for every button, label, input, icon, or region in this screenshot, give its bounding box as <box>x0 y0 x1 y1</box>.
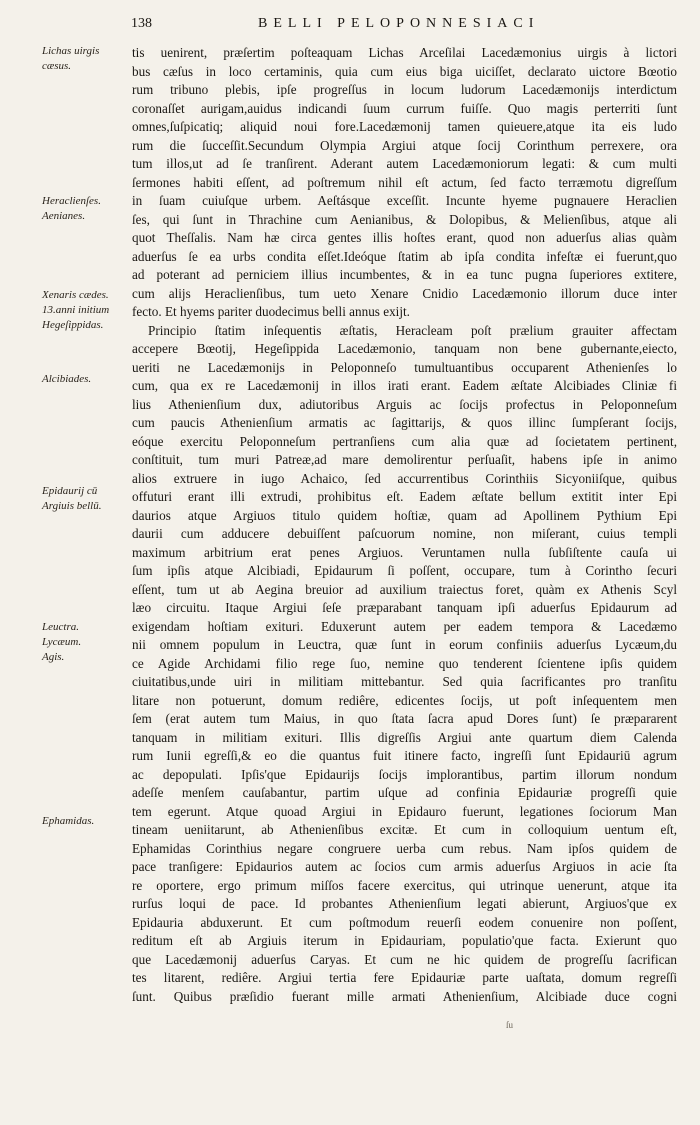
margin-note-line: Ephamidas. <box>42 815 95 827</box>
text-line: ſes, qui ſunt in Thrachine cum Aenianibus, & Dolopibus, & Melienſibus, atque ali <box>132 211 677 227</box>
text-line: bus cæſus in loco certaminis, quia cum eius biga uiciſſet, declarato uictore Bœotio <box>132 63 677 79</box>
margin-note-alcibiades <box>42 372 91 387</box>
text-line: exigendam hoſtiam exituri. Eduxerunt autem per eadem tempora & Lacedæmo <box>132 618 677 634</box>
text-line: conſtituit, tum muri Patreæ,ad mare demolirentur perſuaſit, habens ipſe in animo <box>132 452 677 467</box>
margin-note-line: cæsus. <box>42 60 72 72</box>
text-line: ſem (erat autem tum Maius, in quo ſtata ſacra apud Dores ſunt) ſe præpararent <box>132 711 677 726</box>
body-text <box>132 44 677 1006</box>
text-line: aduerſus ſe ea urbs condita eſſet.Ideóque ſtatim ab ipſa condita infeſtæ ei fuerunt,quo <box>132 248 677 264</box>
margin-note-line: Leuctra. <box>42 621 79 633</box>
text-line: accepere Bœotij, Hegeſippida Lacedæmonio, tanquam non bene gubernante,eiecto, <box>132 341 677 356</box>
text-line: ad poterant ad perniciem illius incumbentes, & in ea tunc pugna ſuperiores extitere, <box>132 267 677 282</box>
text-line: offuturi erant illi extrudi, prohibitus eſt. Eadem æſtate bellum extitit inter Epi <box>132 489 677 504</box>
text-line: alios extruere in iugo Achaico, ſed accurrentibus Corinthiis Sicyoniiſque, quibus <box>132 470 677 486</box>
margin-note-line: Hegeſippidas. <box>42 319 104 331</box>
text-line: eóque exercitu Peloponneſum pertranſiens cum alia quæ ad ſocietatem pertinent, <box>132 433 677 449</box>
text-line: daurios atque Argiuos titulo quidem hoſtiæ, quam ad Apollinem Pythium Epi <box>132 507 677 523</box>
text-line: cum, qua ex re Lacedæmonij in illos irati erant. Eadem æſtate Alcibiades Cliniæ fi <box>132 378 677 393</box>
text-line: Principio ſtatim inſequentis æſtatis, Heracleam poſt prælium grauiter affectam <box>148 322 677 338</box>
text-line: tem egerunt. Atque quoad Argiui in Epidauro fuerunt, legationes ſociorum Man <box>132 803 677 819</box>
margin-note-line: Xenaris cædes. <box>42 289 109 301</box>
margin-note-line: Agis. <box>42 651 65 663</box>
margin-note-line: 13.anni initium <box>42 304 110 316</box>
footer-mark: ſu <box>506 1020 514 1030</box>
text-line: Epidauria abduxerunt. Et cum poſtmodum reuerſi eodem conuenire non poſſent, <box>132 914 677 930</box>
text-line: fecto. Et hyems pariter duodecimus belli annus exijt. <box>132 304 410 319</box>
text-line: cum paucis Athenienſium armatis ac ſagittarijs, & quos illinc ſumpſerant ſocijs, <box>132 415 677 430</box>
text-line: tineam ueniitarunt, ab Athenienſibus excitæ. Et cum in colloquium uentum eſt, <box>132 822 677 837</box>
margin-note-line: Argiuis bellū. <box>42 500 102 512</box>
text-line: rum Iunii egreſſi,& eo die quantus fuit itinere facto, ingreſſi ſunt Epidauriū agrum <box>132 748 677 763</box>
text-line: nii omnem populum in Leuctra, quæ ſunt in eorum confiniis aduerſus Lycæum,du <box>132 637 677 652</box>
text-line: læo circuitu. Itaque Argiui ſeſe præparabant tanquam ipſi aduerſus Epidaurum ad <box>132 600 677 615</box>
margin-note-heraclienses <box>42 194 101 224</box>
margin-note-epidaurii <box>42 484 101 514</box>
margin-note-lichas <box>42 44 99 74</box>
text-line: eſſent, tum ut ab Aegina breuior ad auxilium traiectus foret, quàm ex Athenis Scyl <box>132 581 677 597</box>
margin-note-line: Heraclienſes. <box>42 195 101 207</box>
text-line: maximum arbitrium erat penes Argiuos. Veruntamen nulla ſubſiſtente cauſa ui <box>132 544 677 560</box>
text-line: lius Athenienſium dux, adiutoribus Arguis ac ſocijs profectus in Peloponneſum <box>132 396 677 412</box>
text-line: ce Agide Archidami filio rege ſuo, nemine quo tenderent ſcientene ipſis quidem <box>132 655 677 671</box>
text-line: rum tribuno plebis, ipſe progreſſus in locum ludorum Lacedæmonijs interdictum <box>132 82 677 97</box>
margin-note-line: Lycæum. <box>42 636 82 648</box>
text-line: tis uenirent, præſertim poſteaquam Lichas Arceſilai Lacedæmonius uirgis à lictori <box>132 45 677 60</box>
text-line: pace tranſigere: Epidaurios autem ac ſocios cum armis aduerſus Argiuos in acie ſta <box>132 859 677 874</box>
text-line: omnes,ſuſpicatiq; aliquid noui fore.Lacedæmonij tamen quieuere,atque ita eis ludo <box>132 119 677 134</box>
text-line: ciuitatibus,unde uiri in militiam mittebantur. Sed quia ſacrificantes pro tranſitu <box>132 674 677 689</box>
margin-note-xenaris <box>42 288 109 333</box>
text-line: rum die ſucceſſit.Secundum Olympia Argiui atque ſocij Corinthum perrexere, ora <box>132 137 677 153</box>
page-header <box>118 12 688 34</box>
text-line: tes litarent, rediêre. Argiui tertia fere Epidauriæ parte uaſtata, domum regreſſi <box>132 970 677 985</box>
text-line: adeſſe menſem cauſabantur, partim uſque ad confinia Epidauriæ progreſſi quie <box>132 785 677 800</box>
margin-note-line: Aenianes. <box>42 210 86 222</box>
text-line: ſunt. Quibus præſidio fuerant mille armati Athenienſium, Alcibiade duce cogni <box>132 988 677 1004</box>
text-line: in ſuam cuiuſque urbem. Aeſtásque exceſſit. Incunte hyeme pugnauere Heraclien <box>132 193 677 208</box>
text-line: Ephamidas Corinthius negare congruere uerba cum rebus. Nam ipſos quidem de <box>132 840 677 856</box>
text-line: que Lacedæmonij aduerſus Caryas. Et cum ne hic quidem de progreſſu ſacrifican <box>132 951 677 967</box>
margin-notes <box>0 0 130 1125</box>
margin-note-line: Epidaurij cū <box>42 485 98 497</box>
text-line: tanquam in militiam exituri. Illis digreſſis Argiui ante quartum diem Calenda <box>132 729 677 745</box>
margin-note-line: Lichas uirgis <box>42 45 100 57</box>
running-title: BELLI PELOPONNESIACI <box>258 16 540 31</box>
margin-note-ephamidas <box>42 814 94 829</box>
text-line: re oportere, ergo primum miſſos facere exercitus, qui utrinque uenerunt, atque ita <box>132 877 677 893</box>
text-line: daurii cum adducere debuiſſent paſcuorum nomine, non miſerant, cuius templi <box>132 526 677 541</box>
text-line: ueriti ne Lacedæmonijs in Peloponneſo tumultuantibus occuparent Athenienſes lo <box>132 359 677 375</box>
text-line: ſum ipſis atque Alcibiadi, Epidaurum ſi poſſent, occupare, tum à Corintho ſecuri <box>132 563 677 578</box>
text-line: coronaſſet aurigam,auidus indicandi ſuum currum fuiſſe. Quo magis perterriti ſunt <box>132 100 677 116</box>
text-line: rurſus loqui de pace. Id probantes Athenienſium legati abierunt, Argiuos'que ex <box>132 896 677 911</box>
text-line: reditum eſt ab Argiuis iterum in Epidauriam, populatio'que facta. Exierunt quo <box>132 933 677 948</box>
page-number: 138 <box>131 16 152 31</box>
text-line: ac depopulati. Ipſis'que Epidaurijs ſocijs implorantibus, partim illorum nondum <box>132 766 677 782</box>
margin-note-leuctra <box>42 620 81 665</box>
text-line: litare non potuerunt, domum rediêre, edicentes ſocijs, ut poſt inſequentem men <box>132 692 677 708</box>
text-line: tum illos,ut ad ſe tranſirent. Aderant autem Lacedæmoniorum legati: & cum multi <box>132 156 677 171</box>
text-line: quot Theſſalis. Nam hæ circa gentes illis hoſtes erant, quod non aduerſus alias quàm <box>132 230 677 245</box>
text-line: ſermones habiti eſſent, ad poſtremum nihil eſt actum, ſed facto terræmotu digreſſum <box>132 174 677 190</box>
text-line: cum alijs Heraclienſibus, tum ueto Xenare Cnidio Lacedæmonio illorum duce inter <box>132 285 677 301</box>
margin-note-line: Alcibiades. <box>42 373 92 385</box>
